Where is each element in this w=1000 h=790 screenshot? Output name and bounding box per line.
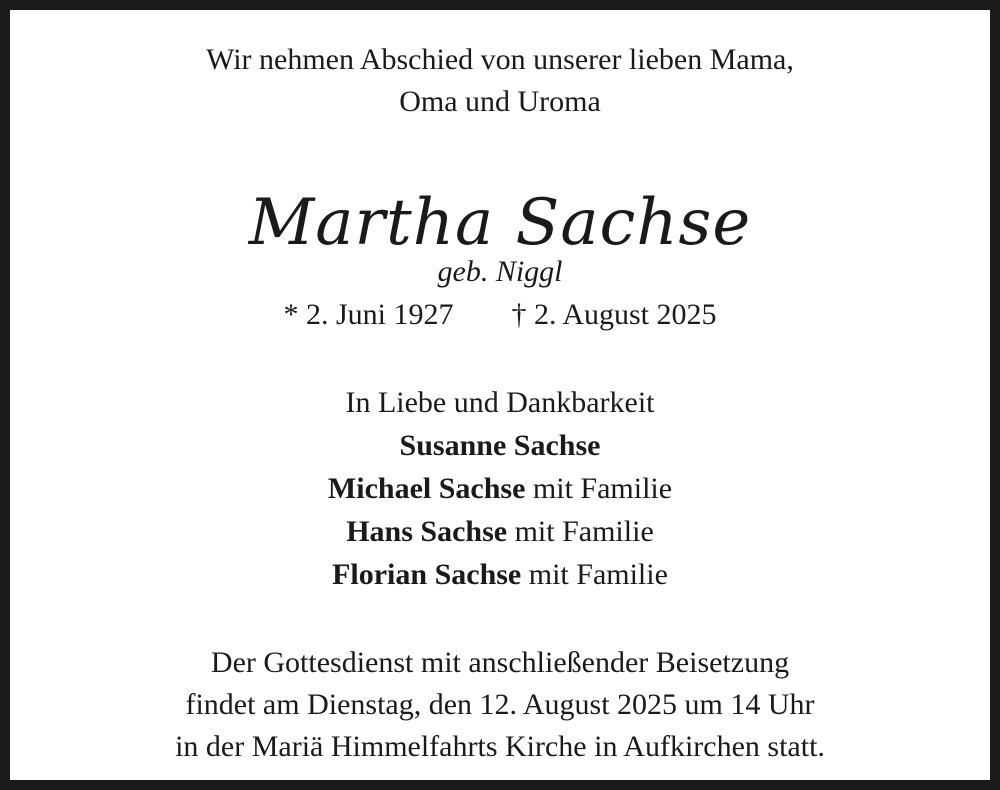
mourner-entry: [20, 557, 980, 593]
life-dates: [20, 297, 980, 333]
mourner-entry: [20, 471, 980, 507]
intro-line-2: Oma und Uroma: [399, 85, 601, 118]
mourner-name: Florian Sachse: [332, 558, 522, 591]
intro-line-1: Wir nehmen Abschied von unserer lieben Mama,: [206, 43, 794, 76]
mourner-name: Hans Sachse: [346, 515, 508, 548]
mourner-suffix: mit Familie: [525, 472, 673, 505]
obituary-content: [20, 10, 980, 780]
deceased-name: Martha Sachse: [248, 186, 752, 260]
mourner-entry: [20, 514, 980, 550]
service-line-1: Der Gottesdienst mit anschließender Beisetzung: [210, 646, 790, 679]
mourner-entry: [20, 428, 980, 464]
birth-date: * 2. Juni 1927: [283, 298, 454, 331]
mourner-suffix: mit Familie: [521, 558, 668, 591]
maiden-name: geb. Niggl: [437, 255, 563, 288]
service-line-2: findet am Dienstag, den 12. August 2025 um 14 Uhr: [185, 688, 815, 721]
death-date: † 2. August 2025: [511, 298, 717, 331]
mourner-name: Michael Sachse: [327, 472, 526, 505]
mourner-suffix: mit Familie: [507, 515, 654, 548]
mourners-intro: In Liebe und Dankbarkeit: [345, 386, 655, 419]
mourner-name: Susanne Sachse: [399, 429, 601, 462]
service-line-3: in der Mariä Himmelfahrts Kirche in Aufkirchen statt.: [175, 730, 825, 763]
